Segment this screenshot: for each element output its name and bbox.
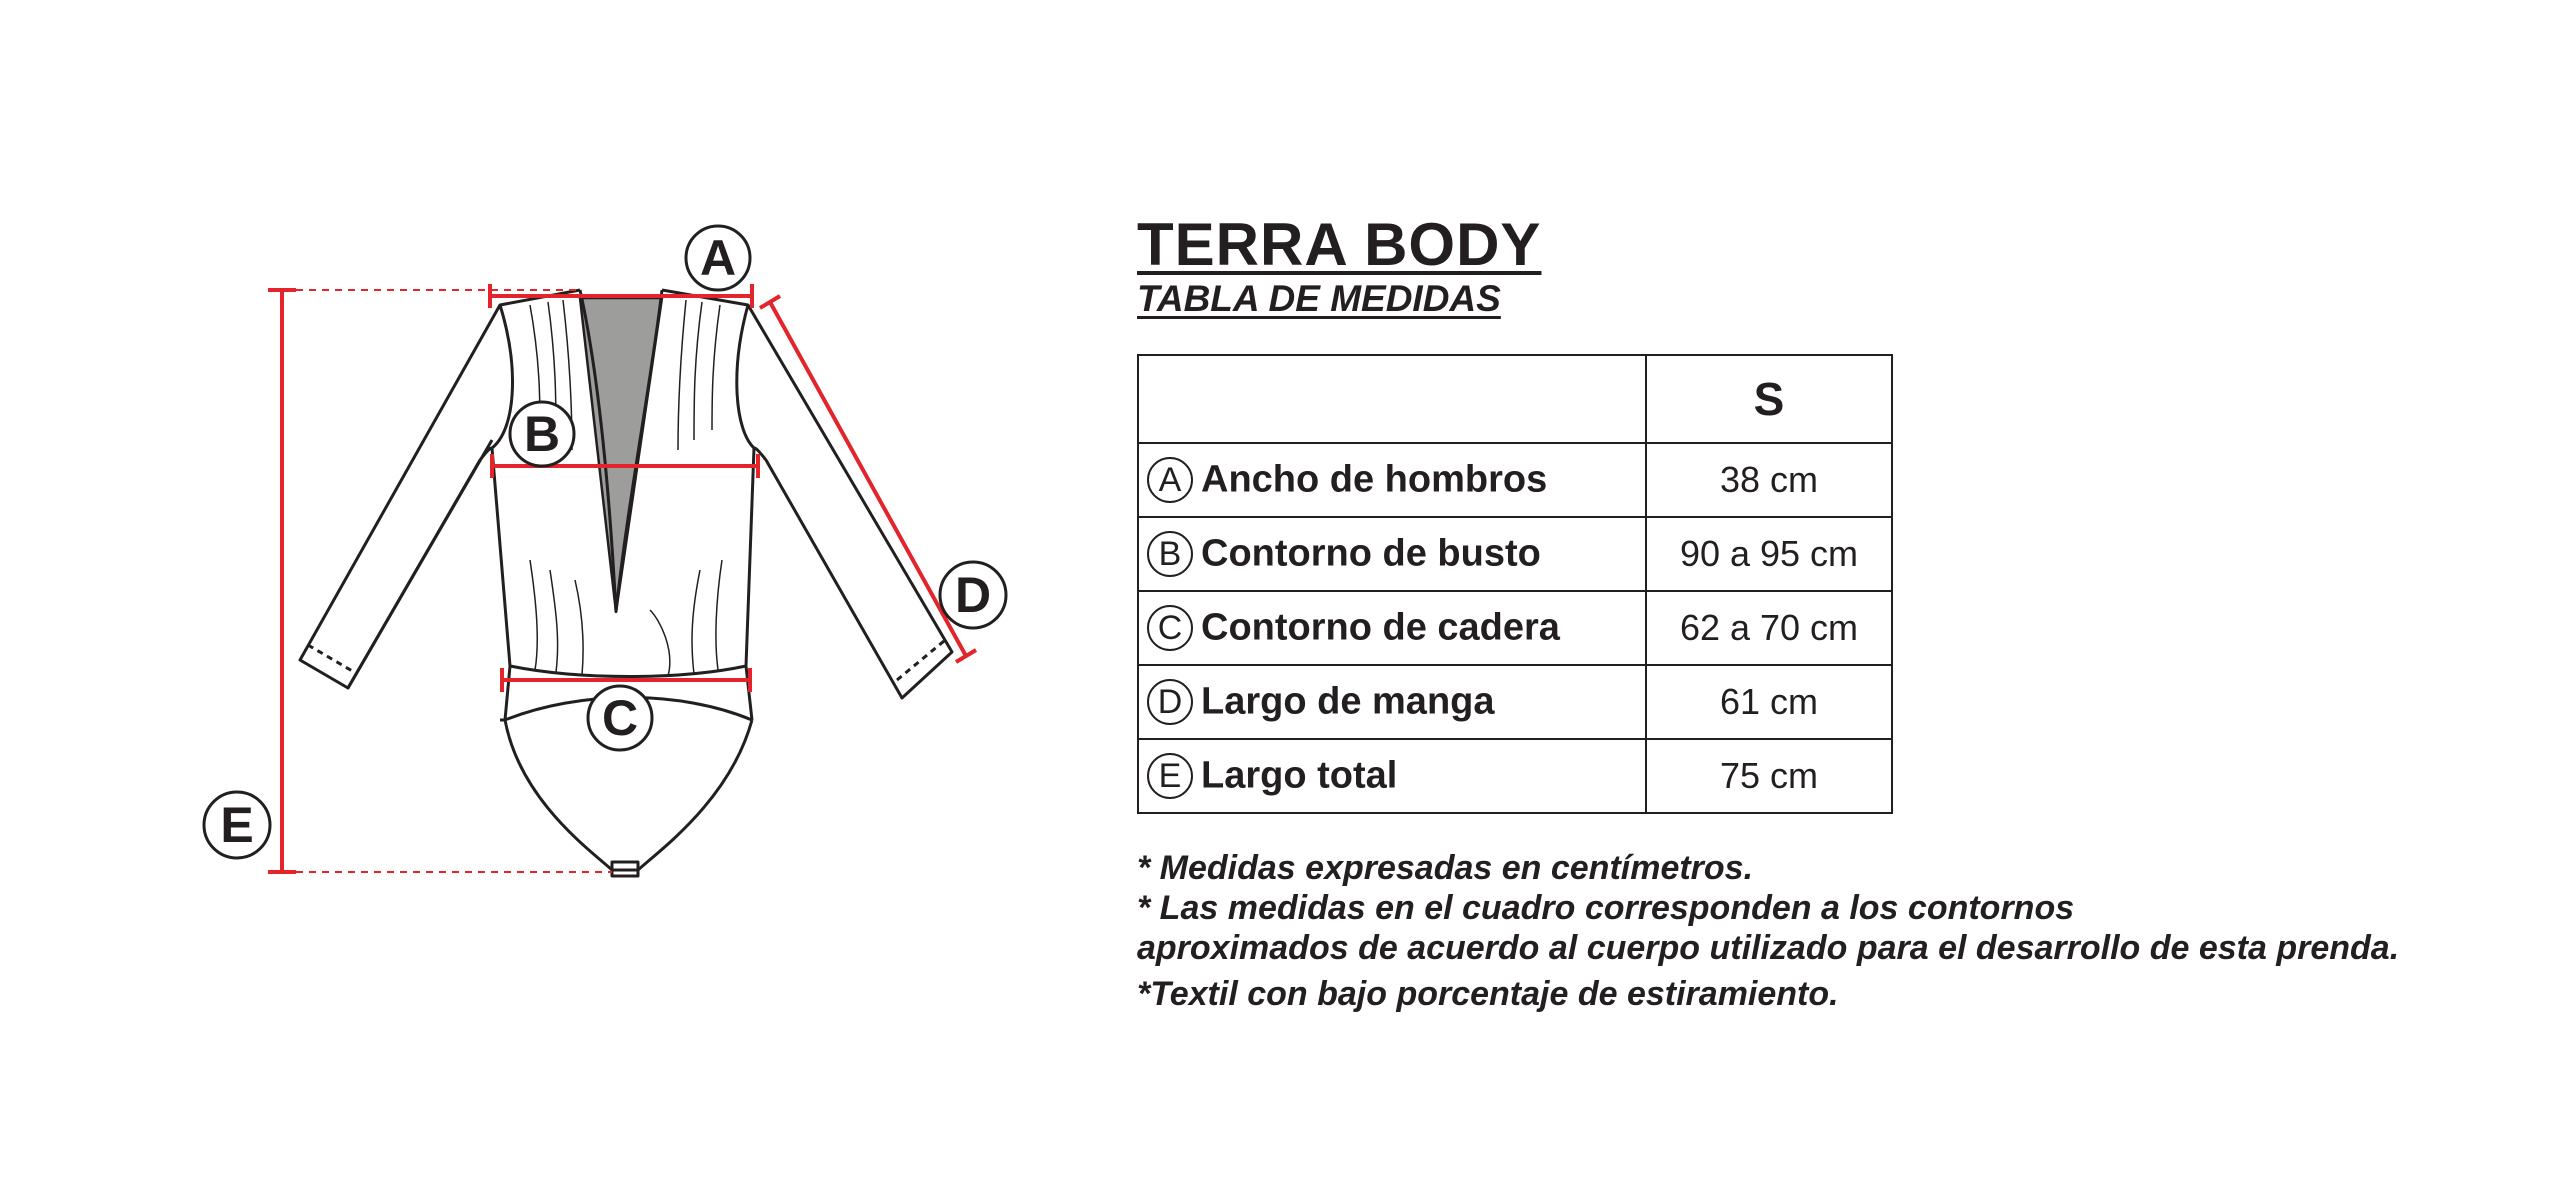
badge-a: A — [699, 230, 737, 286]
row-value: 75 cm — [1646, 739, 1892, 813]
left-sleeve-inner — [348, 440, 492, 688]
table-row — [1138, 665, 1892, 739]
left-body-outline — [300, 290, 580, 720]
row-value: 62 a 70 cm — [1646, 591, 1892, 665]
row-label: Largo de manga — [1201, 680, 1495, 723]
table-row — [1138, 739, 1892, 813]
size-header: S — [1646, 355, 1892, 443]
measure-line-e — [268, 290, 296, 872]
badge-b: B — [523, 406, 561, 462]
row-value: 61 cm — [1646, 665, 1892, 739]
note-contours: * Las medidas en el cuadro corresponden a los contornos — [1137, 889, 2075, 927]
row-label: Contorno de busto — [1201, 532, 1541, 575]
badge-c: C — [601, 690, 639, 746]
garment-outline — [300, 290, 952, 876]
row-letter-badge: C — [1147, 605, 1193, 651]
row-value: 38 cm — [1646, 443, 1892, 517]
page-subtitle: TABLA DE MEDIDAS — [1137, 278, 1501, 319]
table-header-row — [1138, 355, 1892, 443]
note-units: * Medidas expresadas en centímetros. — [1137, 849, 1754, 887]
row-letter-badge: D — [1147, 679, 1193, 725]
size-table — [1137, 354, 1893, 814]
badge-d: D — [954, 567, 992, 623]
table-header-empty — [1138, 355, 1646, 443]
note-fabric: *Textil con bajo porcentaje de estiramiento. — [1137, 975, 1839, 1013]
right-body-outline — [662, 290, 952, 720]
row-letter-badge: E — [1147, 753, 1193, 799]
note-contours-cont: aproximados de acuerdo al cuerpo utilizado para el desarrollo de esta prenda. — [1137, 929, 2400, 967]
row-label: Contorno de cadera — [1201, 606, 1560, 649]
waistband-top — [510, 666, 746, 677]
table-row — [1138, 517, 1892, 591]
right-cuff — [897, 641, 944, 680]
row-letter-badge: A — [1147, 457, 1193, 503]
row-value: 90 a 95 cm — [1646, 517, 1892, 591]
badge-e: E — [220, 797, 254, 853]
page-title: TERRA BODY — [1137, 211, 1542, 278]
notes — [1137, 848, 2399, 1014]
table-row — [1138, 443, 1892, 517]
row-label: Ancho de hombros — [1201, 458, 1548, 501]
row-letter-badge: B — [1147, 531, 1193, 577]
table-row — [1138, 591, 1892, 665]
row-label: Largo total — [1201, 754, 1398, 797]
garment-diagram — [0, 0, 1100, 1177]
right-armhole — [737, 305, 754, 448]
